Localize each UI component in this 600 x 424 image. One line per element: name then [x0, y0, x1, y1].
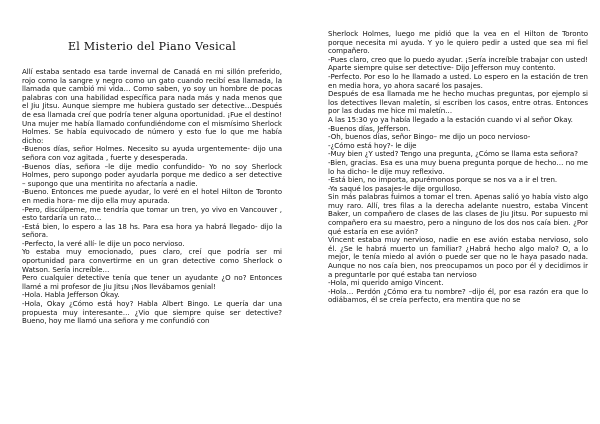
paragraph: Yo estaba muy emocionado, pues claro, creí que podría ser mi oportunidad para convertirme en un gran detective como Sherlock o Watson. Sería increíble…	[22, 247, 282, 274]
paragraph: -Ya saqué los pasajes-le dije orgulloso.	[328, 183, 462, 193]
paragraph: -Hola… Perdón ¿Cómo era tu nombre? –dijo él, por esa razón era que lo odiábamos, él se creía perfecto, era mentira que no se	[328, 286, 588, 305]
paragraph: -¿Cómo está hoy?- le dije	[328, 140, 417, 150]
story-title: El Misterio del Piano Vesical	[67, 40, 237, 53]
paragraph: -Buenos días, Jefferson.	[328, 123, 411, 133]
paragraph: -Buenos días, señor Holmes. Necesito su ayuda urgentemente- dijo una señora con voz agitada , fuerte y desesperada.	[22, 144, 282, 162]
paragraph: Pero cualquier detective tenía que tener un ayudante ¿O no? Entonces llamé a mi profesor de Jiu Jitsu ¡Nos llevábamos genial!	[22, 273, 282, 291]
paragraph: -Pero, discúlpeme, me tendría que tomar un tren, yo vivo en Vancouver , esto tardaría un rato…	[22, 204, 282, 223]
paragraph: -Perfecto, la veré allí- le dije un poco nervioso.	[22, 238, 185, 248]
left-page	[22, 30, 282, 326]
paragraph: Allí estaba sentado esa tarde invernal de Canadá en mi sillón preferido, rojo como la sangre y negro como un gato cuando recibí esa llamada, la llamada que cambió mi vida… Como saben, yo soy un hombre de pocas palabras con una habilidad específica para nada más y nada menos que el Jiu Jitsu. Aunque siempre me hubiera gustado ser detective…Después de esa llamada creí que podría tener alguna oportunidad. ¡Fue el destino! Una mujer me había llamado confundiéndome con el mismísimo Sherlock Holmes. Se había equivocado de número y esto fue lo que me había dicho:	[22, 67, 282, 145]
paragraph: -Buenos días, señora –le dije medio confundido- Yo no soy Sherlock Holmes, pero supongo poder ayudarla porque me dedico a ser detective – supongo que una mentirita no afectaría a nadie.	[22, 161, 282, 188]
paragraph: -Pues claro, creo que lo puedo ayudar. ¡Sería increíble trabajar con usted! Aparte siempre quise ser detective- Dijo Jefferson muy contento.	[328, 54, 588, 73]
paragraph: Sherlock Holmes, luego me pidió que la vea en el Hilton de Toronto porque necesita mi ayuda. Y yo le quiero pedir a usted que sea mi fiel compañero.	[328, 29, 588, 56]
paragraph: Vincent estaba muy nervioso, nadie en ese avión estaba nervioso, solo él. ¿Se le habrá muerto un familiar? ¿Habrá hecho algo malo? O, a lo mejor, le tenía miedo al avión o puede ser que no le haya pasado nada. Aunque no nos caía bien, nos preocupamos un poco por él y decidimos ir a preguntarle por qué estaba tan nervioso	[328, 235, 588, 279]
paragraph: A las 15:30 yo ya había llegado a la estación cuando vi al señor Okay.	[328, 114, 573, 124]
paragraph: -Bueno. Entonces me puede ayudar, lo veré en el hotel Hilton de Toronto en media hora- me dijo ella muy apurada.	[22, 187, 282, 205]
paragraph: -Muy bien ¿Y usted? Tengo una pregunta, ¿Cómo se llama esta señora?	[328, 149, 578, 159]
paragraph: Sin más palabras fuimos a tomar el tren. Apenas salió yo había visto algo muy raro. Allí, tres filas a la derecha adelante nuestro, estaba Vincent Baker, un compañero de clases de las clases de Jiu Jitsu. Por supuesto mi compañero era su maestro, pero a ninguno de los dos nos caía bien. ¿Por qué estaría en ese avión?	[328, 192, 588, 236]
paragraph: -Hola, mi querido amigo Vincent.	[328, 278, 444, 288]
paragraph: -Hola, Okay ¿Cómo está hoy? Habla Albert Bingo. Le quería dar una propuesta muy interesante… ¿Vio que siempre quise ser detective? Bueno, hoy me llamó una señora y me confundió con	[22, 299, 282, 326]
paragraph: Después de esa llamada me he hecho muchas preguntas, por ejemplo si los detectives llevan maletín, si escriben los casos, entre otras. Entonces por las dudas me hice mi maletín…	[328, 89, 588, 116]
right-page	[328, 30, 588, 305]
paragraph: -Bien, gracias. Esa es una muy buena pregunta porque de hecho… no me lo ha dicho- le dije muy reflexivo.	[328, 157, 588, 176]
paragraph: -Hola. Habla Jefferson Okay.	[22, 290, 120, 300]
paragraph: -Perfecto. Por eso lo he llamado a usted. Lo espero en la estación de tren en media hora, yo ahora sacaré los pasajes.	[328, 71, 588, 90]
paragraph: -Oh, buenos días, señor Bingo– me dijo un poco nervioso-	[328, 132, 531, 142]
paragraph: -Está bien, no importa, apurémonos porque se nos va a ir el tren.	[328, 175, 558, 185]
paragraph: -Está bien, lo espero a las 18 hs. Para esa hora ya habrá llegado- dijo la señora.	[22, 221, 282, 240]
